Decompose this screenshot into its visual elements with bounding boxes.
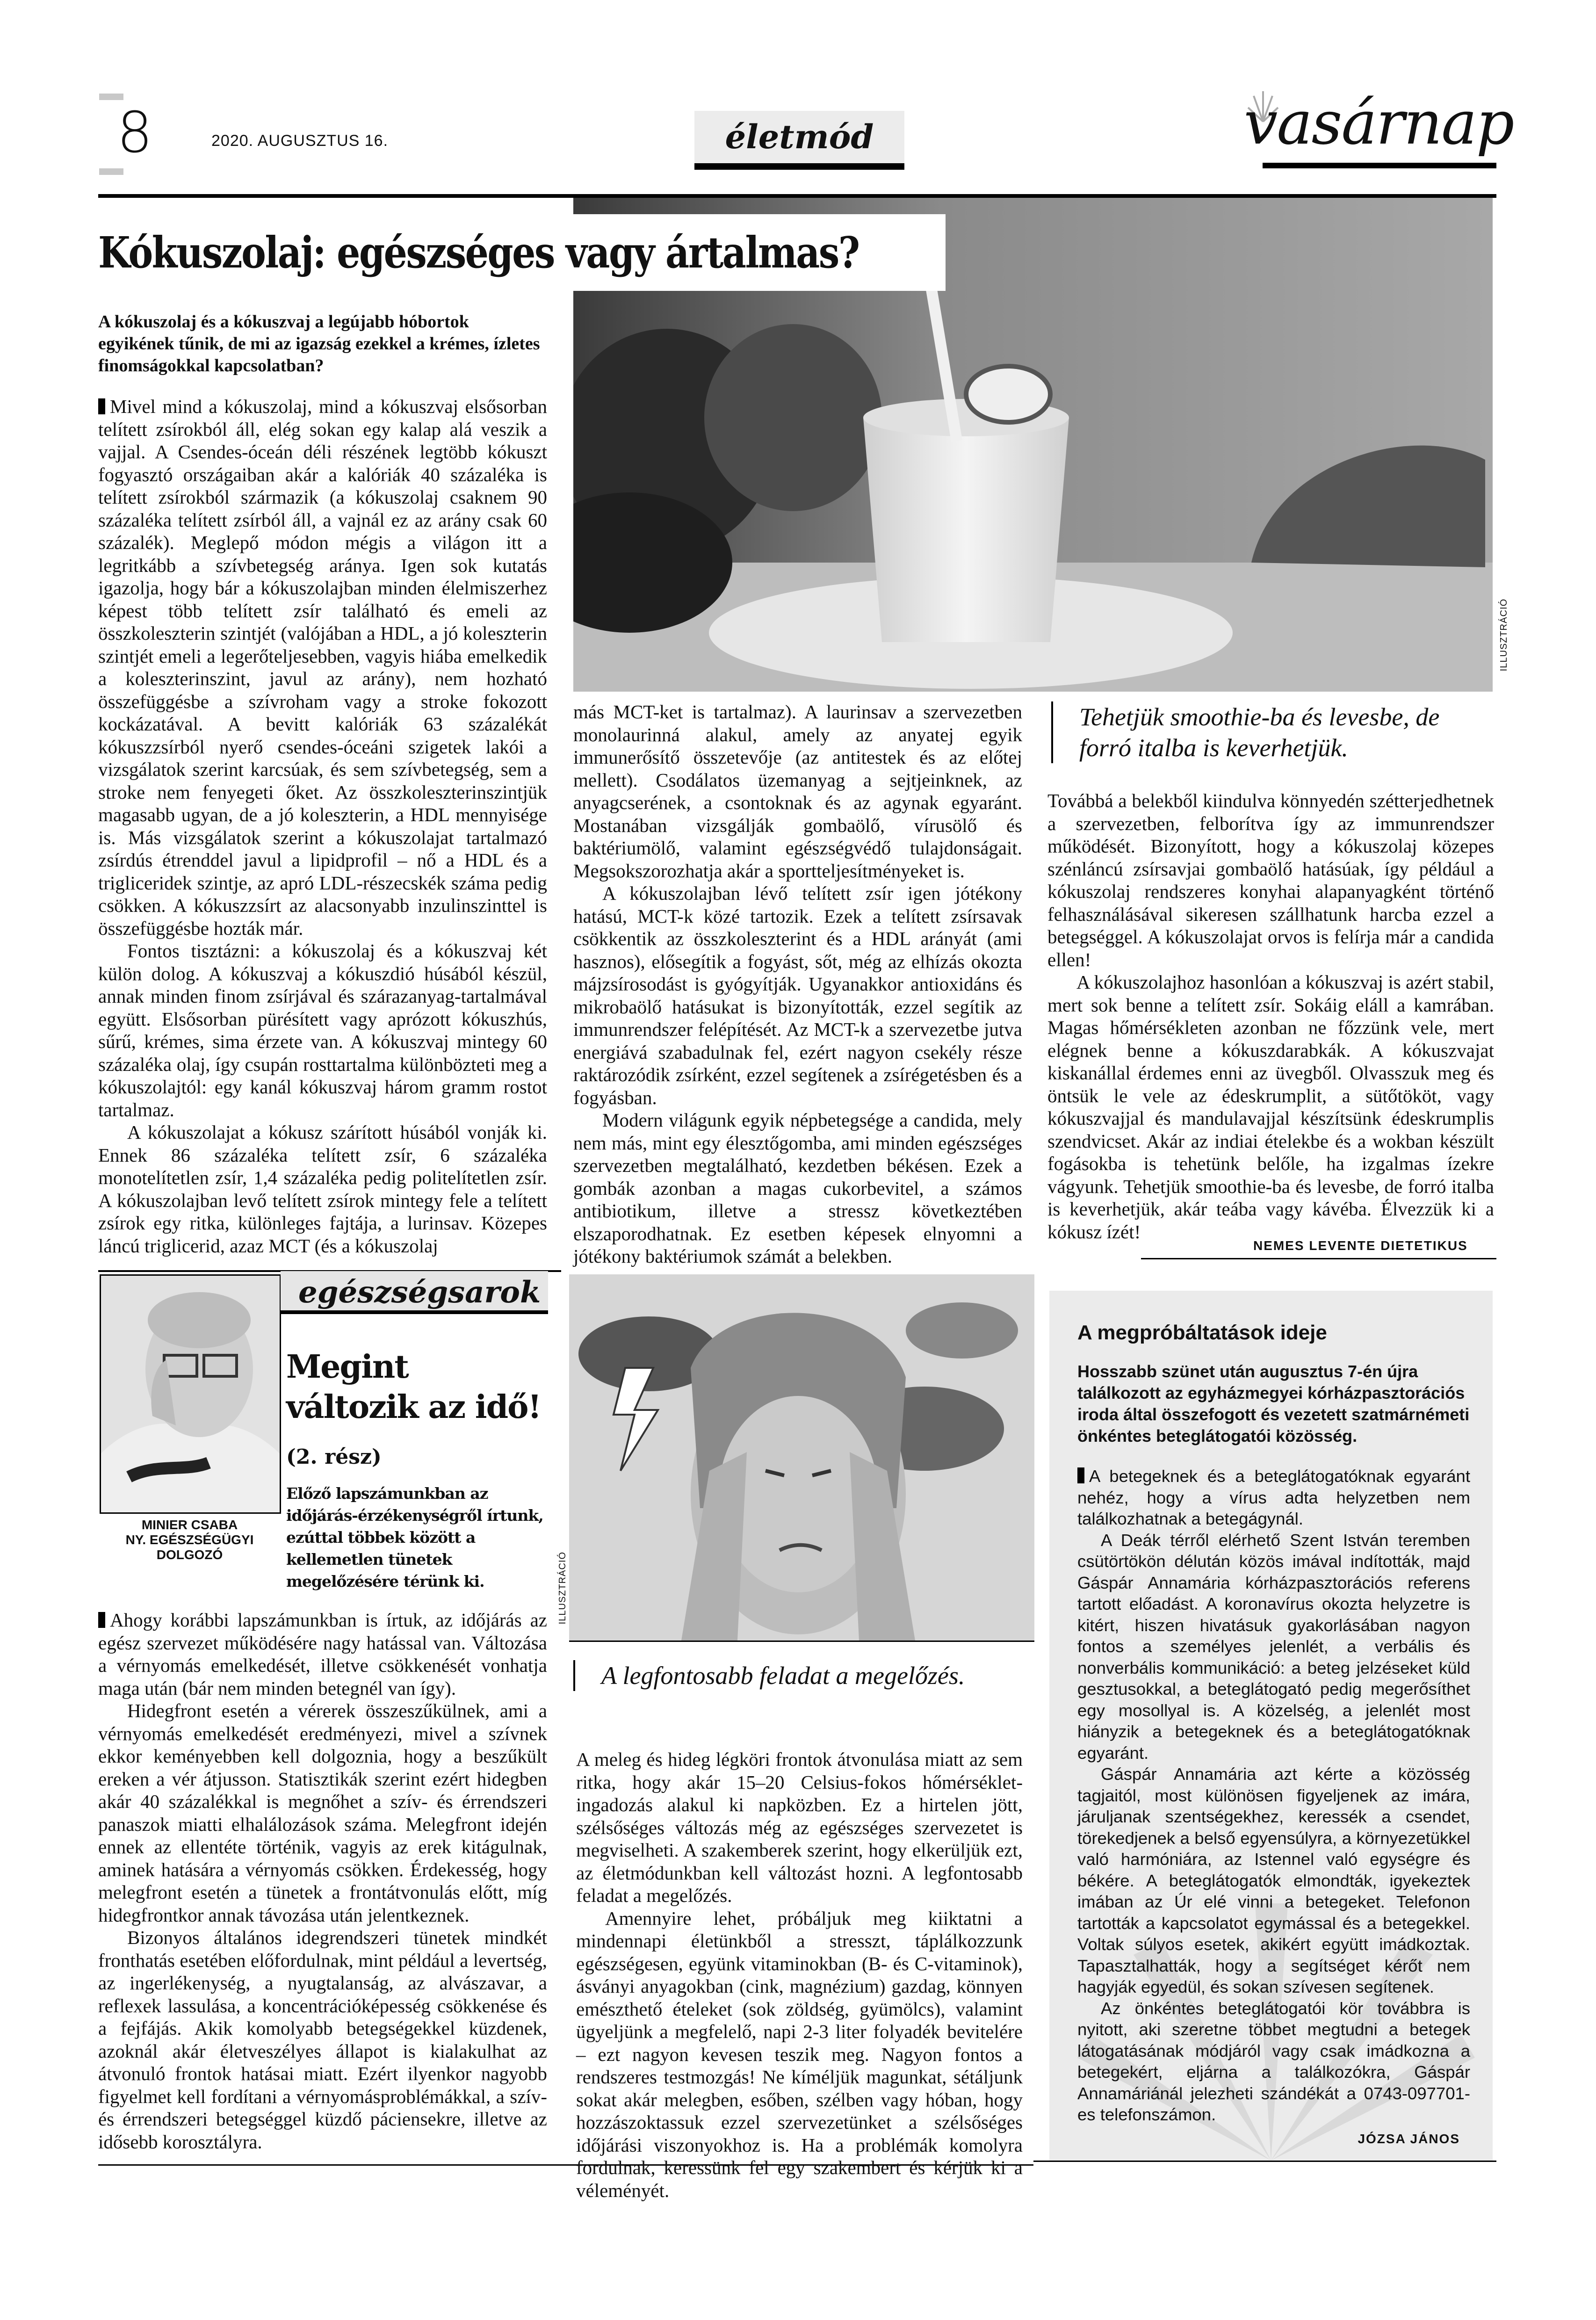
paragraph-marker [1077, 1467, 1084, 1483]
paragraph: más MCT-ket is tartalmaz). A laurinsav a szervezetben monolaurinná alakul, amely az anyatej egyik immunerősítő összetevője (az antitestek és az előtej mellett). Csodálatos üzemanyag a sejtjeinknek, az anyagcserének, a csontoknak és az agynak egyaránt. Mostanában vizsgálják gombaölő, vírusölő és baktériumölő, valamint egészségvédő tulajdonságait. Megsokszorozhatja akár a sportteljesítményeket is. [573, 701, 1022, 882]
page-number: 8 [117, 101, 153, 166]
pull-quote: A legfontosabb feladat a megelőzés. [573, 1660, 1022, 1691]
paragraph-text: A betegeknek és a beteglátogatóknak egyaránt nehéz, hogy a vírus adta helyzetben nem találkozhatnak a betegágynál. [1077, 1467, 1470, 1528]
paragraph: Modern világunk egyik népbetegsége a candida, mely nem más, mint egy élesztőgomba, ami minden egészséges szervezetben megtalálható, kezdetben békésen. Ezek a gombák azonban a magas cukorbevitel, a számos antibiotikum, illetve a stressz következtében elszaporodhatnak. Ez esetben képesek elnyomni a jótékony baktériumok számát a belekben. [573, 1109, 1022, 1267]
paragraph-text: Ahogy korábbi lapszámunkban is írtuk, az időjárás az egész szervezet működésére nagy hatással van. Változása a vérnyomás emelkedését, illetve csökkenését vonhatja maga után (bár nem minden betegnél van így). [98, 1609, 547, 1699]
paragraph: Gáspár Annamária azt kérte a közösség tagjaitól, most különösen figyeljenek az imára, járuljanak szentségekhez, keressék a csendet, törekedjenek a belső egyensúlyra, a környezetükkel való harmóniára, az Istennel való egységre és békére. A beteglátogatók elmondták, igyekeztek imában az Úr elé vinni a betegeket. Telefonon tartották a kapcsolatot egymással és a betegekkel. Voltak súlyos esetek, akikért együtt imádkoztak. Tapasztalhatták, hogy a segítséget kérőt nem hagyják egyedül, és sokan szívesen segítenek. [1077, 1764, 1470, 1996]
health-column-2 [576, 1748, 1023, 2202]
paragraph-marker [98, 398, 105, 414]
decorative-bar [99, 168, 123, 175]
sidebar-article-box [1049, 1291, 1493, 2161]
author-name: MINIER CSABA [141, 1518, 238, 1532]
paragraph: Bizonyos általános idegrendszeri tünetek mindkét fronthatás esetében előfordulnak, mint például a levertség, az ingerlékenység, a nyugtalanság, az alvászavar, a reflexek lassulása, a koncentrációképesség csökkenése és a fejfájás. Akik komolyabb betegségekkel küzdenek, azoknál akár életveszélyes állapot is kialakulhat az átvonuló frontok hatásai miatt. Ezért ilyenkor nagyobb figyelmet kell fordítani a vérnyomásproblémákkal, a szív- és érrendszeri betegséggel küzdő páciensekre, illetve az idősebb korosztályra. [98, 1927, 547, 2153]
headline-part: (2. rész) [286, 1445, 382, 1469]
paragraph [98, 395, 547, 940]
photo-credit: ILLUSZTRÁCIÓ [1499, 599, 1509, 672]
health-headline: Megint változik az idő! [286, 1348, 541, 1426]
masthead-logo [1244, 88, 1514, 164]
paragraph: A meleg és hideg légköri frontok átvonulása miatt az sem ritka, hogy akár 15–20 Celsius-fokos hőmérséklet-ingadozás alakul ki napközben. Ez a hirtelen jött, szélsőséges változás még az egészséges szervezetet is megviselheti. A szakemberek szerint, hogy elkerüljük ezt, az életmódunkban kell változást hozni. A legfontosabb feladat a megelőzés. [576, 1749, 1023, 1906]
logo-text: vasárnap [1244, 88, 1514, 158]
health-lead: Előző lapszámunkban az időjárás-érzékenységről írtunk, ezúttal többek között a kellemetlen tünetek megelőzésére térünk ki. [286, 1484, 543, 1590]
column-kicker: egészségsarok [281, 1271, 548, 1314]
article-column-2 [573, 701, 1022, 1268]
section-label: életmód [694, 111, 904, 170]
portrait-illustration [101, 1276, 280, 1512]
sidebar-body [1077, 1466, 1470, 2125]
logo-rule [1263, 163, 1496, 168]
decorative-bar [99, 94, 123, 100]
sidebar-lead: Hosszabb szünet után augusztus 7-én újra találkozott az egyházmegyei kórházpasztorációs iroda által összefogott és vezetett szatmárnémeti önkéntes beteglátogatói közösség. [1077, 1362, 1470, 1445]
sidebar-title: A megpróbáltatások ideje [1077, 1321, 1327, 1344]
divider [280, 1314, 281, 1511]
paragraph [1077, 1466, 1470, 1530]
issue-date: 2020. AUGUSZTUS 16. [211, 132, 389, 150]
paragraph: A kókuszolajban lévő telített zsír igen jótékony hatású, MCT-k közé tartozik. Ezek a telített zsírsavak csökkentik az összkoleszterint és a HDL arányát (ami hasznos), elősegítik a fogyást, sőt, még az elhízás okozta májzsírosodást is gyógyítják. Ugyanakkor antioxidáns és mikrobaölő hatásukat is bizonyították, ezzel segítik az immunrendszer felépítését. Az MCT-k a szervezetbe jutva energiává szabadulnak fel, ezért nagyon csekély része raktározódik zsírként, ezzel segítenek a zsírégetésben és a fogyásban. [573, 882, 1022, 1108]
paragraph: Továbbá a belekből kiindulva könnyedén szétterjedhetnek a szervezetben, felborítva így az immunrendszer működését. Bizonyított, hogy a kókuszolaj közepes szénláncú zsírsavjai gombaölő hatásúak, így például a kókuszolaj rendszeres konyhai alapanyagként történő felhasználásával sikeresen szállhatunk harcba ezzel a betegséggel. A kókuszolajat orvos is felírja már a candida ellen! [1047, 790, 1494, 970]
pull-quote: Tehetjük smoothie-ba és levesbe, de forró italba is keverhetjük. [1051, 701, 1491, 763]
paragraph: Amennyire lehet, próbáljuk meg kiiktatni a mindennapi életünkből a stresszt, táplálkozzunk egészségesen, együnk vitaminokban (B- és C-vitaminok), ásványi anyagokban (cink, magnézium) gazdag, könnyen emészthető ételeket (sok zöldség, gyümölcs), valamint ügyeljünk a megfelelő, napi 2-3 liter folyadék bevitelére – ezt nagyon kevesen teszik meg. Nagyon fontos a rendszeres testmozgás! Ne kíméljük magunkat, sétáljunk sokat akár melegben, esőben, szélben vagy hóban, hogy hozzászoktassuk ezzel szervezetünket a szélsőséges időjárási viszonyokhoz is. Ha a problémák komolyra fordulnak, keressünk fel egy szakembert és kérjük ki a véleményét. [576, 1907, 1023, 2201]
author-caption [100, 1518, 280, 1562]
paragraph: Az önkéntes beteglátogatói kör továbbra is nyitott, aki szeretne többet megtudni a betegek látogatásának módjáról vagy csak imádkozna a betegekért, eljárna a találkozókra, Gáspár Annamáriánál jelezheti szándékát a 0743-097701-es telefonszámon. [1077, 1998, 1470, 2124]
photo-credit: ILLUSZTRÁCIÓ [557, 1552, 568, 1625]
paragraph: A Deák térről elérhető Szent István teremben csütörtökön délután közös imával indították, majd Gáspár Annamária kórházpasztorációs referens tartott előadást. A koronavírus okozta helyzetre is kitért, hiszen hivatásuk gyakorlásában nagyon fontos a személyes jelenlét, a verbális és nonverbális kommunikáció: a beteg jelzéseket küld gesztusokkal, a beteglátogató pedig megerősíthet egy mosollyal is. A közelség, a jelenlét most hiányzik a betegeknek és a beteglátogatóknak egyaránt. [1077, 1530, 1470, 1763]
author-title: DOLGOZÓ [156, 1547, 223, 1562]
main-headline: Kókuszolaj: egészséges vagy ártalmas? [98, 227, 859, 278]
article-lead: A kókuszolaj és a kókuszvaj a legújabb hóbortok egyikének tűnik, de mi az igazság ezekkel a krémes, ízletes finomságokkal kapcsolatban? [98, 312, 540, 376]
photo-illustration [569, 1274, 1034, 1641]
paragraph [98, 1609, 547, 1699]
headache-woman-photo [569, 1274, 1034, 1642]
sidebar-byline: JÓZSA JÁNOS [1358, 2132, 1460, 2146]
paragraph: Fontos tisztázni: a kókuszolaj és a kókuszvaj két külön dolog. A kókuszvaj a kókuszdió húsából készül, annak minden finom zsírjával és szárazanyag-tartalmával együtt. Elsősorban pürésített vagy aprózott kókuszhús, sűrű, krémes, sima érzete van. A kókuszvaj mintegy 60 százaléka olaj, így csupán rosttartalma különbözteti meg a kókuszolajtól: egy kanál kókuszvaj három gramm rostot tartalmaz. [98, 940, 547, 1120]
article-column-1 [98, 395, 547, 1257]
bottom-rule [1033, 2161, 1496, 2162]
paragraph-text: Mivel mind a kókuszolaj, mind a kókuszvaj elsősorban telített zsírokból áll, elég sokan egy kalap alá veszik a vajjal. A Csendes-óceán déli részének legtöbb kókuszt fogyasztó országaiban akár a kalóriák 40 százaléka is telített zsírokból származik (a kókuszolaj csaknem 90 százaléka telített zsírból áll, a vajnál ez az arány csak 60 százalék). Meglepő módon mégis a világon itt a legritkább a szívbetegség aránya. Igen sok kutatás igazolja, hogy bár a kókuszolajban minden élelmiszerhez képest több telített zsír található és emeli az összkoleszterin szintjét (valójában a HDL, a jó koleszterin szintjét emeli a legerőteljesebben, vagyis hiába emelkedik a koleszterinszint, javul az arány), nem hozható összefüggésbe a szívroham vagy a stroke fokozott kockázatával. A bevitt kalóriák 63 százalékát kókuszzsírból nyerő csendes-óceáni szigetek lakói a vizsgálatok szerint karcsúak, és sem szívbetegség, sem a stroke nem fenyegeti őket. Az összkoleszterinszintjük magasabb ugyan, de a jó koleszterin, a HDL mennyisége is. Más vizsgálatok szerint a kókuszolajat tartalmazó zsírdús étrenddel javul a lipidprofil – nő a HDL és a trigliceridek szintje, az apró LDL-részecskék száma pedig csökken. A kókuszzsírt az alacsonyabb inzulinszinttel is összefüggésbe hozták már. [98, 396, 547, 939]
sidebar-content [1077, 1319, 1470, 2125]
article-column-3 [1047, 789, 1494, 1243]
paragraph-marker [98, 1612, 105, 1628]
byline-rule [1141, 1258, 1496, 1259]
paragraph: A kókuszolajat a kókusz szárított húsából vonják ki. Ennek 86 százaléka telített zsír, 6 százaléka monotelítetlen zsír, 1,4 százaléka pedig politelítetlen zsír. A kókuszolajban levő telített zsírok mintegy fele a telített zsírok egy ritka, különleges fajtája, a lurinsav. Közepes láncú triglicerid, azaz MCT (és a kókuszolaj [98, 1121, 547, 1257]
health-column-1 [98, 1609, 547, 2153]
author-byline: NEMES LEVENTE DIETETIKUS [1253, 1238, 1468, 1253]
author-title: NY. EGÉSZSÉGÜGYI [125, 1532, 254, 1547]
paragraph: Hidegfront esetén a vérerek összeszűkülnek, ami a vérnyomás emelkedését eredményezi, mivel a szívnek ekkor keményebben kell dolgoznia, hogy a beszűkült ereken a vér átjusson. Statisztikák szerint ezért hidegben akár 40 százalékkal is megnőhet a szív- és érrendszeri panaszok miatti elhalálozások száma. Melegfront idején ennek az ellentéte történik, vagyis az erek kitágulnak, aminek hatására a vérnyomás csökken. Érdekesség, hogy melegfront esetén a tünetek a frontátvonulás előtt, míg hidegfrontkor annak távozása után jelentkeznek. [98, 1700, 547, 1926]
paragraph: A kókuszolajhoz hasonlóan a kókuszvaj is azért stabil, mert sok benne a telített zsír. Sokáig eláll a kamrában. Magas hőmérsékleten azonban ne főzzünk vele, mert elégnek benne a kókuszdarabkák. A kókuszvajat kiskanállal érdemes enni az üvegből. Olvasszuk meg és öntsük le vele az édeskrumplit, a sütőtököt, vagy kókuszvajjal és mandulavajjal készítsünk édeskrumplis szendvicset. Akár az indiai ételekbe és a wokban készült fogásokba is tehetünk belőle, ha izgalmas ízekre vágyunk. Tehetjük smoothie-ba és levesbe, de forró italba is keverhetjük, akár teába vagy kávéba. Élvezzük ki a kókusz ízét! [1047, 971, 1494, 1243]
top-rule [98, 194, 1496, 198]
author-photo [100, 1274, 281, 1514]
